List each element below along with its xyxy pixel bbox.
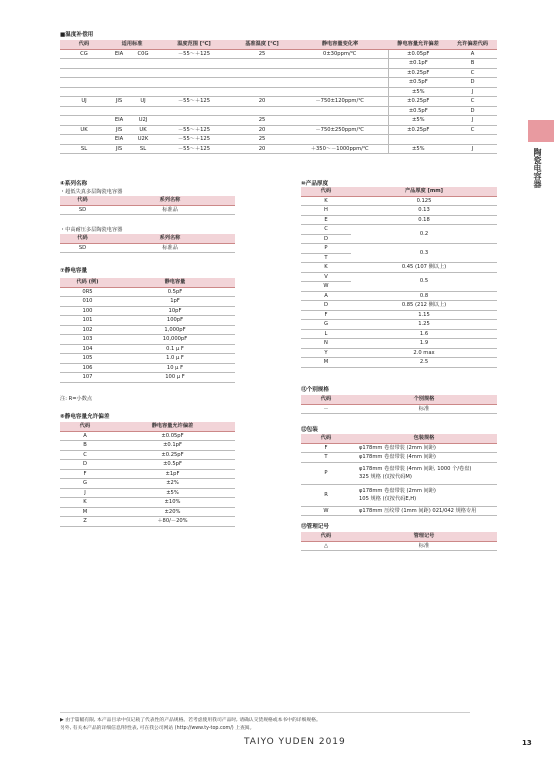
- column-header: 代码: [60, 196, 105, 205]
- table-cell: [292, 116, 388, 126]
- table-row: [60, 144, 497, 154]
- table-cell: 0.1 μ F: [115, 344, 235, 354]
- side-chapter-label: 陶瓷电容器: [533, 148, 542, 188]
- table-cell: [108, 59, 130, 69]
- table-cell: 1.9: [351, 339, 497, 349]
- table-cell: 标准品: [105, 205, 235, 215]
- table-cell: [60, 59, 108, 69]
- table-cell: A: [448, 49, 497, 59]
- table-cell: －55～＋125: [156, 135, 232, 145]
- series-subtitle-1: ・超低失真多层陶瓷电容器: [60, 189, 123, 195]
- table-cell: UJ: [130, 97, 156, 107]
- table-row: [60, 479, 235, 489]
- table-cell: ＋80/－20%: [110, 517, 235, 527]
- table-cell: G: [301, 320, 351, 330]
- table-cell: 1.0 μ F: [115, 354, 235, 364]
- table-cell: JIS: [108, 125, 130, 135]
- table-cell: [351, 506, 497, 516]
- table-row: [301, 310, 497, 320]
- table-cell: [292, 106, 388, 116]
- table-cell: [156, 68, 232, 78]
- table-cell: B: [448, 59, 497, 69]
- table-row: [60, 287, 235, 297]
- table-row: [301, 244, 497, 254]
- table-cell: SD: [60, 243, 105, 253]
- table-cell: 102: [60, 325, 115, 335]
- table-cell: [60, 87, 108, 97]
- table-cell: △: [301, 541, 351, 551]
- table-cell: H: [301, 206, 351, 216]
- cell-line: φ178mm 压纹带 (1mm 间距) 021/042 规格专用: [359, 507, 477, 514]
- series-subtitle-2: ・中高耐压多层陶瓷电容器: [60, 227, 123, 233]
- table-row: [60, 517, 235, 527]
- table-row: [301, 225, 497, 235]
- column-header: 系列名称: [105, 196, 235, 205]
- column-header: 允许偏差代码: [448, 40, 497, 49]
- table-cell: ±5%: [388, 116, 448, 126]
- table-cell: 0.13: [351, 206, 497, 216]
- spec-table: [301, 395, 497, 414]
- section-title-spec: ⑪个别规格: [301, 387, 329, 393]
- table-cell: 标准: [351, 404, 497, 414]
- table-cell: M: [301, 358, 351, 368]
- table-row: [301, 301, 497, 311]
- table-row: [60, 106, 497, 116]
- table-cell: [60, 116, 108, 126]
- table-cell: 0.45 (107 侧以上): [351, 263, 497, 273]
- column-header: 代码 (例): [60, 278, 115, 287]
- capacitance-note: 注: R=小数点: [60, 396, 93, 402]
- table-row: [301, 206, 497, 216]
- column-header: 基准温度 [℃]: [232, 40, 292, 49]
- series-table-1: [60, 196, 235, 215]
- table-row: [301, 541, 497, 551]
- table-cell: 1.15: [351, 310, 497, 320]
- table-cell: 标准: [351, 541, 497, 551]
- column-header: 适用标准: [108, 40, 156, 49]
- table-row: [301, 272, 497, 282]
- footer-note-2: 另外, 有关本产品的详细信息/特性表, 可在我公司网站 (http://www.ty-top.com/) 上查阅。: [60, 726, 255, 731]
- packaging-table: [301, 434, 497, 516]
- table-cell: UK: [130, 125, 156, 135]
- table-cell: [232, 59, 292, 69]
- table-cell: E: [301, 215, 351, 225]
- table-cell: 25: [232, 49, 292, 59]
- table-cell: EIA: [108, 49, 130, 59]
- table-cell: [60, 68, 108, 78]
- table-cell: [292, 78, 388, 88]
- table-cell: J: [448, 116, 497, 126]
- table-cell: 103: [60, 335, 115, 345]
- table-cell: ±10%: [110, 498, 235, 508]
- table-row: [301, 215, 497, 225]
- cell-line: 325 规格 (仅按代码M): [359, 474, 412, 480]
- table-row: [60, 306, 235, 316]
- table-cell: [448, 135, 497, 145]
- table-cell: －750±250ppm/℃: [292, 125, 388, 135]
- table-row: [60, 431, 235, 441]
- table-cell: A: [301, 291, 351, 301]
- table-cell: K: [301, 263, 351, 273]
- capacitance-table: [60, 278, 235, 383]
- footer-note-1: ▶ 由于篇幅有限, 本产品目录中仅记载了代表性的产品规格。若考虑使用我司产品时, 请确认交货规格或本书中的详细规格。: [60, 718, 321, 723]
- table-cell: [130, 68, 156, 78]
- table-cell: M: [60, 507, 110, 517]
- column-header: 个别规格: [351, 395, 497, 404]
- table-cell: 0.5pF: [115, 287, 235, 297]
- table-cell: ±0.25pF: [388, 68, 448, 78]
- table-cell: 0.5: [351, 272, 497, 291]
- table-cell: [232, 78, 292, 88]
- table-cell: 106: [60, 363, 115, 373]
- table-cell: [108, 87, 130, 97]
- table-cell: ±2%: [110, 479, 235, 489]
- table-row: [60, 59, 497, 69]
- table-cell: 105: [60, 354, 115, 364]
- table-cell: ±5%: [388, 87, 448, 97]
- section-title-management: ⑬管理记号: [301, 524, 329, 530]
- table-cell: B: [60, 441, 110, 451]
- table-cell: ±5%: [388, 144, 448, 154]
- table-row: [60, 205, 235, 215]
- column-header: 静电容量允许偏差: [388, 40, 448, 49]
- column-header: 代码: [60, 422, 110, 431]
- tolerance-table: [60, 422, 235, 527]
- table-cell: P: [301, 244, 351, 254]
- table-cell: ±0.25pF: [388, 125, 448, 135]
- table-cell: [60, 78, 108, 88]
- table-cell: A: [60, 431, 110, 441]
- table-cell: 标准品: [105, 243, 235, 253]
- table-cell: 1,000pF: [115, 325, 235, 335]
- table-row: [60, 488, 235, 498]
- table-cell: D: [448, 78, 497, 88]
- table-cell: C: [448, 125, 497, 135]
- table-cell: [108, 68, 130, 78]
- section-title-thickness: ⑩产品厚度: [301, 181, 329, 187]
- table-cell: 10pF: [115, 306, 235, 316]
- section-title-packaging: ⑫包装: [301, 427, 318, 433]
- table-cell: EIA: [108, 116, 130, 126]
- table-cell: [388, 135, 448, 145]
- column-header: 代码: [301, 434, 351, 443]
- table-cell: 1.6: [351, 329, 497, 339]
- table-cell: J: [60, 488, 110, 498]
- table-cell: [292, 59, 388, 69]
- table-cell: C: [60, 450, 110, 460]
- table-cell: [232, 87, 292, 97]
- table-cell: F: [60, 469, 110, 479]
- table-cell: T: [301, 253, 351, 263]
- table-cell: D: [301, 234, 351, 244]
- table-cell: C: [448, 97, 497, 107]
- table-row: [301, 348, 497, 358]
- table-cell: [156, 78, 232, 88]
- page-number: 13: [522, 739, 532, 747]
- table-row: [301, 263, 497, 273]
- table-cell: ±5%: [110, 488, 235, 498]
- table-cell: 2.5: [351, 358, 497, 368]
- table-cell: D: [448, 106, 497, 116]
- table-cell: JIS: [108, 144, 130, 154]
- table-cell: －55～＋125: [156, 125, 232, 135]
- table-row: [301, 453, 497, 463]
- table-cell: V: [301, 272, 351, 282]
- table-cell: R: [301, 484, 351, 506]
- table-cell: ±0.05pF: [110, 431, 235, 441]
- column-header: 包装规格: [351, 434, 497, 443]
- table-cell: [108, 106, 130, 116]
- table-cell: [351, 443, 497, 453]
- section-title-temperature: ■温度补偿用: [60, 32, 94, 38]
- table-row: [60, 469, 235, 479]
- table-cell: L: [301, 329, 351, 339]
- table-row: [60, 335, 235, 345]
- table-cell: UJ: [60, 97, 108, 107]
- column-header: 代码: [301, 187, 351, 196]
- footer-divider: [60, 712, 470, 713]
- table-cell: Y: [301, 348, 351, 358]
- table-cell: 20: [232, 125, 292, 135]
- column-header: 代码: [301, 395, 351, 404]
- table-cell: [130, 106, 156, 116]
- table-cell: －55～＋125: [156, 97, 232, 107]
- column-header: 温度范围 [℃]: [156, 40, 232, 49]
- table-cell: SL: [60, 144, 108, 154]
- table-row: [60, 243, 235, 253]
- table-cell: 0.8: [351, 291, 497, 301]
- table-cell: G: [60, 479, 110, 489]
- table-cell: CG: [60, 49, 108, 59]
- table-row: [301, 443, 497, 453]
- table-cell: SL: [130, 144, 156, 154]
- table-cell: 0R5: [60, 287, 115, 297]
- table-row: [60, 97, 497, 107]
- table-row: [60, 316, 235, 326]
- table-cell: K: [301, 196, 351, 206]
- table-cell: D: [60, 460, 110, 470]
- table-row: [301, 506, 497, 516]
- table-cell: [232, 106, 292, 116]
- table-cell: D: [301, 301, 351, 311]
- table-row: [301, 462, 497, 484]
- table-cell: T: [301, 453, 351, 463]
- table-row: [60, 460, 235, 470]
- table-row: [301, 196, 497, 206]
- table-cell: ±0.1pF: [388, 59, 448, 69]
- column-header: 静电容量变化率: [292, 40, 388, 49]
- table-cell: 104: [60, 344, 115, 354]
- table-row: [301, 320, 497, 330]
- table-row: [301, 358, 497, 368]
- table-cell: N: [301, 339, 351, 349]
- table-cell: 100 μ F: [115, 373, 235, 383]
- table-row: [60, 344, 235, 354]
- table-cell: [156, 87, 232, 97]
- temperature-table: [60, 40, 497, 154]
- table-cell: [292, 87, 388, 97]
- table-cell: 107: [60, 373, 115, 383]
- table-cell: U2K: [130, 135, 156, 145]
- table-cell: 0±30ppm/℃: [292, 49, 388, 59]
- series-table-2: [60, 234, 235, 253]
- table-cell: ±20%: [110, 507, 235, 517]
- table-cell: UK: [60, 125, 108, 135]
- table-cell: 20: [232, 97, 292, 107]
- table-cell: 2.0 max: [351, 348, 497, 358]
- table-row: [60, 297, 235, 307]
- table-row: [60, 135, 497, 145]
- table-row: [60, 373, 235, 383]
- table-cell: 0.85 (212 侧以上): [351, 301, 497, 311]
- table-cell: ±0.1pF: [110, 441, 235, 451]
- table-cell: C: [301, 225, 351, 235]
- table-cell: [130, 78, 156, 88]
- table-cell: [156, 116, 232, 126]
- table-cell: ±1pF: [110, 469, 235, 479]
- table-cell: 0.125: [351, 196, 497, 206]
- table-cell: U2J: [130, 116, 156, 126]
- table-cell: 100pF: [115, 316, 235, 326]
- table-cell: [60, 106, 108, 116]
- table-cell: J: [448, 87, 497, 97]
- table-row: [60, 450, 235, 460]
- table-cell: ±0.25pF: [388, 97, 448, 107]
- table-cell: C: [448, 68, 497, 78]
- table-cell: 25: [232, 116, 292, 126]
- table-row: [301, 484, 497, 506]
- table-cell: ±0.5pF: [388, 78, 448, 88]
- table-cell: [60, 135, 108, 145]
- column-header: 静电容量: [115, 278, 235, 287]
- table-row: [60, 125, 497, 135]
- table-row: [60, 325, 235, 335]
- table-row: [60, 354, 235, 364]
- table-cell: ±0.25pF: [110, 450, 235, 460]
- table-cell: [130, 87, 156, 97]
- table-row: [60, 363, 235, 373]
- cell-line: φ178mm 卷盘带装 (2mm 间距): [359, 444, 436, 451]
- management-table: [301, 532, 497, 551]
- table-cell: W: [301, 282, 351, 292]
- table-cell: [156, 59, 232, 69]
- table-cell: 25: [232, 135, 292, 145]
- table-cell: [130, 59, 156, 69]
- table-cell: 1pF: [115, 297, 235, 307]
- table-cell: JIS: [108, 97, 130, 107]
- column-header: 管理记号: [351, 532, 497, 541]
- cell-line: φ178mm 卷盘带装 (4mm 间距): [359, 454, 436, 460]
- column-header: 产品厚度 [mm]: [351, 187, 497, 196]
- table-cell: SD: [60, 205, 105, 215]
- table-cell: ＋350～－1000ppm/℃: [292, 144, 388, 154]
- table-row: [301, 404, 497, 414]
- table-row: [60, 68, 497, 78]
- table-cell: 0.2: [351, 225, 497, 244]
- table-row: [60, 507, 235, 517]
- table-row: [301, 339, 497, 349]
- table-cell: 100: [60, 306, 115, 316]
- table-row: [301, 291, 497, 301]
- table-cell: 10,000pF: [115, 335, 235, 345]
- table-cell: [108, 78, 130, 88]
- table-cell: 101: [60, 316, 115, 326]
- table-cell: 0.3: [351, 244, 497, 263]
- table-cell: 10 μ F: [115, 363, 235, 373]
- column-header: 静电容量允许偏差: [110, 422, 235, 431]
- section-title-tolerance: ⑧静电容量允许偏差: [60, 414, 110, 420]
- table-cell: [351, 453, 497, 463]
- table-row: [60, 441, 235, 451]
- table-row: [60, 87, 497, 97]
- table-row: [60, 49, 497, 59]
- table-cell: －750±120ppm/℃: [292, 97, 388, 107]
- table-cell: P: [301, 462, 351, 484]
- table-cell: 010: [60, 297, 115, 307]
- brand-logo: TAIYO YUDEN 2019: [244, 737, 346, 747]
- column-header: 代码: [60, 234, 105, 243]
- cell-line: 105 规格 (仅按代码E,H): [359, 496, 417, 502]
- column-header: 代码: [60, 40, 108, 49]
- table-cell: ±0.05pF: [388, 49, 448, 59]
- column-header: 系列名称: [105, 234, 235, 243]
- table-cell: K: [60, 498, 110, 508]
- table-cell: [292, 68, 388, 78]
- table-cell: [232, 68, 292, 78]
- table-cell: J: [448, 144, 497, 154]
- cell-line: φ178mm 卷盘带装 (2mm 间距): [359, 487, 436, 494]
- cell-line: φ178mm 卷盘带装 (4mm 间距, 1000 个/卷盘): [359, 465, 472, 472]
- table-row: [301, 329, 497, 339]
- table-cell: [351, 484, 497, 506]
- section-title-series: ④系列名称: [60, 181, 88, 187]
- chapter-tab: [528, 120, 554, 142]
- table-row: [60, 498, 235, 508]
- table-cell: 20: [232, 144, 292, 154]
- table-cell: －: [301, 404, 351, 414]
- table-cell: W: [301, 506, 351, 516]
- table-cell: C0G: [130, 49, 156, 59]
- table-cell: [292, 135, 388, 145]
- table-cell: F: [301, 310, 351, 320]
- table-cell: 1.25: [351, 320, 497, 330]
- table-cell: －55～＋125: [156, 49, 232, 59]
- column-header: 代码: [301, 532, 351, 541]
- table-row: [60, 116, 497, 126]
- table-cell: EIA: [108, 135, 130, 145]
- table-cell: [351, 462, 497, 484]
- table-cell: [156, 106, 232, 116]
- table-cell: 0.18: [351, 215, 497, 225]
- section-title-capacitance: ⑦静电容量: [60, 268, 88, 274]
- table-cell: F: [301, 443, 351, 453]
- table-cell: ±0.5pF: [110, 460, 235, 470]
- table-cell: －55～＋125: [156, 144, 232, 154]
- table-cell: Z: [60, 517, 110, 527]
- table-cell: ±0.5pF: [388, 106, 448, 116]
- thickness-table: [301, 187, 497, 368]
- table-row: [60, 78, 497, 88]
